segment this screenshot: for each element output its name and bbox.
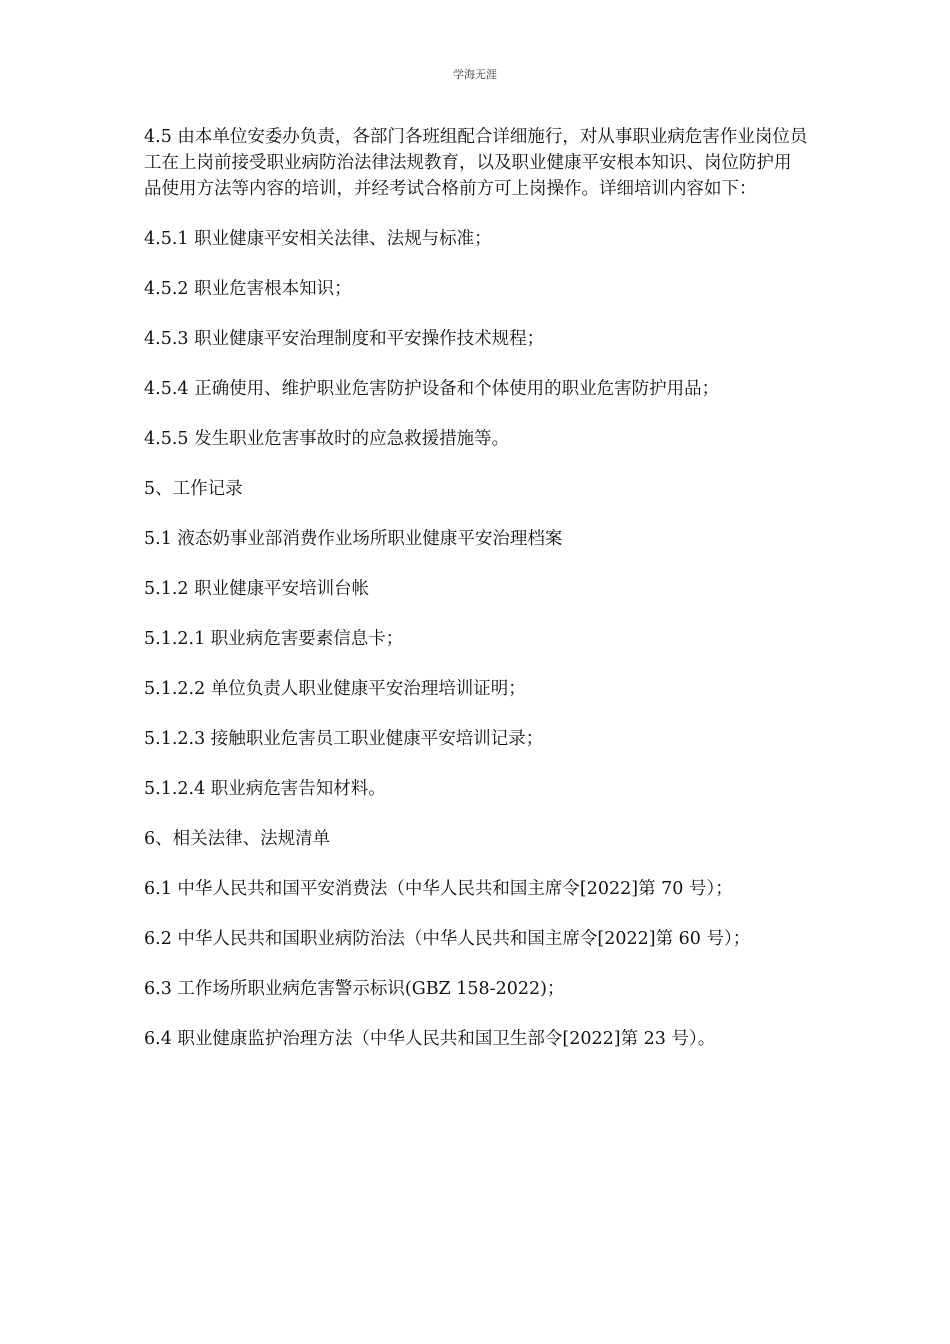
paragraph-4-5: 4.5 由本单位安委办负责，各部门各班组配合详细施行，对从事职业病危害作业岗位员工在上岗前接受职业病防治法律法规教育，以及职业健康平安根本知识、岗位防护用品使用方法等内容的培训，并经考试合格前方可上岗操作。详细培训内容如下： xyxy=(144,127,808,199)
paragraph-6-2: 6.2 中华人民共和国职业病防治法（中华人民共和国主席令[2022]第 60 号）； xyxy=(144,929,751,949)
paragraph-5-1-2-3: 5.1.2.3 接触职业危害员工职业健康平安培训记录； xyxy=(144,729,544,749)
paragraph-5-1-2-2: 5.1.2.2 单位负责人职业健康平安治理培训证明； xyxy=(144,679,526,699)
paragraph-4-5-1: 4.5.1 职业健康平安相关法律、法规与标准； xyxy=(144,229,492,249)
paragraph-4-5-4: 4.5.4 正确使用、维护职业危害防护设备和个体使用的职业危害防护用品； xyxy=(144,379,720,399)
page-header: 学海无涯 xyxy=(453,68,497,81)
paragraph-5-1: 5.1 液态奶事业部消费作业场所职业健康平安治理档案 xyxy=(144,529,563,549)
paragraph-5-1-2-4: 5.1.2.4 职业病危害告知材料。 xyxy=(144,779,386,799)
section-heading-6: 6、相关法律、法规清单 xyxy=(144,829,331,849)
section-heading-5: 5、工作记录 xyxy=(144,479,243,499)
paragraph-6-4: 6.4 职业健康监护治理方法（中华人民共和国卫生部令[2022]第 23 号）。 xyxy=(144,1029,716,1049)
paragraph-4-5-2: 4.5.2 职业危害根本知识； xyxy=(144,279,352,299)
paragraph-4-5-3: 4.5.3 职业健康平安治理制度和平安操作技术规程； xyxy=(144,329,545,349)
paragraph-5-1-2-1: 5.1.2.1 职业病危害要素信息卡； xyxy=(144,629,404,649)
paragraph-4-5-5: 4.5.5 发生职业危害事故时的应急救援措施等。 xyxy=(144,429,510,449)
paragraph-6-1: 6.1 中华人民共和国平安消费法（中华人民共和国主席令[2022]第 70 号）； xyxy=(144,879,733,899)
paragraph-5-1-2: 5.1.2 职业健康平安培训台帐 xyxy=(144,579,370,599)
paragraph-6-3: 6.3 工作场所职业病危害警示标识(GBZ 158-2022)； xyxy=(144,979,565,999)
document-body xyxy=(144,124,808,1076)
